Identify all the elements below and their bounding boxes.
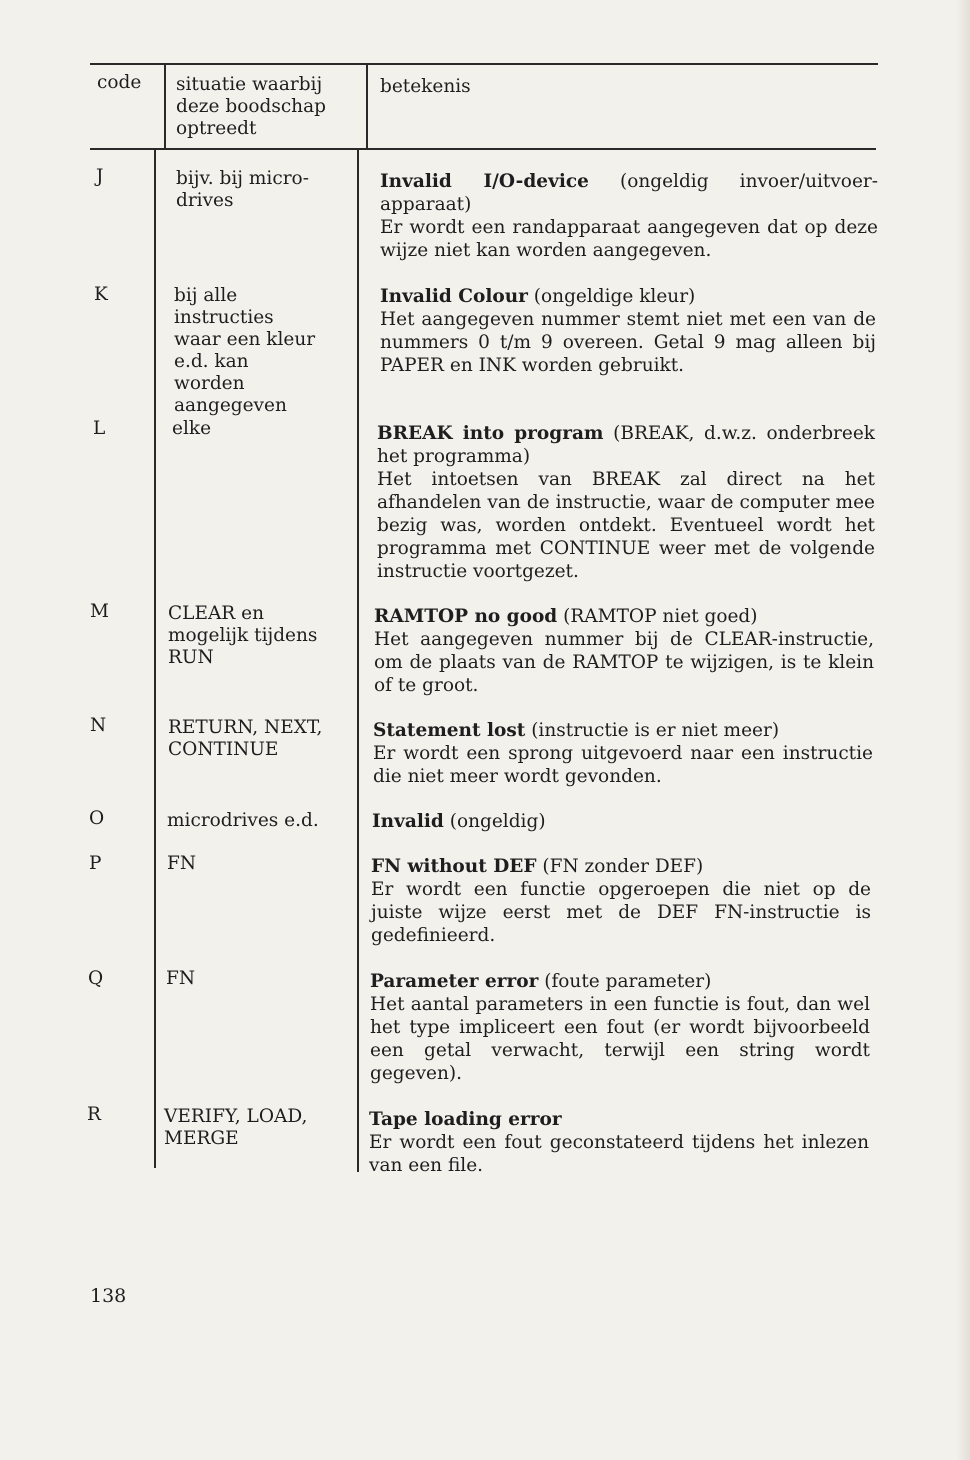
page-number: 138 — [90, 1285, 127, 1307]
message-text: Het intoetsen van BREAK zal direct na het afhandelen van de instructie, waar de computer mee bezig was, worden ontdekt. Eventueel wordt het programma met CONTINUE weer met de volgende instructie voortgezet. — [377, 469, 875, 582]
row-code: M — [90, 601, 109, 622]
column-divider-2 — [366, 64, 368, 150]
row-situation: RETURN, NEXT, CONTINUE — [168, 717, 323, 760]
message-note: (FN zonder DEF) — [542, 856, 704, 877]
column-divider-1 — [164, 64, 166, 149]
row-meaning — [370, 970, 870, 1085]
column-divider-2-body — [357, 150, 359, 1172]
table-header-rule — [90, 148, 876, 150]
row-situation: bijv. bij micro-drives — [176, 168, 309, 211]
message-note: (ongeldig invoer/uitvoer-apparaat) — [380, 171, 878, 215]
row-code: N — [90, 715, 107, 736]
row-meaning — [374, 605, 874, 697]
table-top-rule — [90, 63, 878, 65]
row-situation: microdrives e.d. — [167, 810, 319, 831]
row-situation: elke — [172, 418, 212, 439]
message-note: (RAMTOP niet goed) — [563, 606, 758, 627]
column-divider-1-body — [154, 150, 156, 1168]
row-meaning — [380, 170, 878, 262]
message-title: RAMTOP no good — [374, 606, 558, 627]
message-title: Invalid — [372, 811, 444, 832]
row-code: K — [94, 284, 108, 305]
message-text: Het aantal parameters in een functie is fout, dan wel het type impliceert een fout (er wordt bijvoorbeeld een getal verwacht, terwijl een string wordt gegeven). — [370, 994, 870, 1084]
message-title: Invalid I/O-device — [380, 171, 589, 192]
row-code: P — [89, 853, 102, 874]
message-note: (ongeldig) — [449, 811, 546, 832]
message-text: Er wordt een randapparaat aangegeven dat op deze wijze niet kan worden aangegeven. — [380, 217, 878, 261]
message-note: (instructie is er niet meer) — [531, 720, 780, 741]
row-meaning — [380, 285, 876, 377]
message-text: Er wordt een functie opgeroepen die niet op de juiste wijze eerst met de DEF FN-instructie is gedefinieerd. — [371, 879, 871, 946]
row-meaning — [373, 719, 873, 788]
message-note: (foute parameter) — [544, 971, 712, 992]
row-situation: FN — [166, 968, 196, 989]
page-edge-shadow — [956, 0, 970, 1460]
message-title: Tape loading error — [369, 1109, 562, 1130]
row-meaning — [377, 422, 875, 583]
message-text: Het aangegeven nummer bij de CLEAR-instructie, om de plaats van de RAMTOP te wijzigen, is te klein of te groot. — [374, 629, 874, 696]
message-text: Het aangegeven nummer stemt niet met een van de nummers 0 t/m 9 overeen. Getal 9 mag alleen bij PAPER en INK worden gebruikt. — [380, 309, 876, 376]
row-code: R — [87, 1104, 101, 1125]
message-note: (BREAK, d.w.z. onderbreek het programma) — [377, 423, 875, 467]
message-text: Er wordt een sprong uitgevoerd naar een instructie die niet meer wordt gevonden. — [373, 743, 873, 787]
row-situation: FN — [167, 853, 197, 874]
message-note: (ongeldige kleur) — [533, 286, 696, 307]
message-title: BREAK into program — [377, 423, 604, 444]
row-meaning — [371, 855, 871, 947]
message-title: FN without DEF — [371, 856, 537, 877]
message-title: Parameter error — [370, 971, 539, 992]
row-situation: VERIFY, LOAD, MERGE — [164, 1106, 308, 1149]
row-situation: CLEAR en mogelijk tijdens RUN — [168, 603, 318, 668]
row-code: Q — [88, 968, 104, 989]
row-code: L — [93, 418, 106, 439]
header-situation: situatie waarbij deze boodschap optreedt — [176, 74, 326, 139]
header-code: code — [97, 72, 142, 93]
row-code: J — [96, 166, 104, 187]
row-meaning — [372, 810, 872, 833]
row-meaning — [369, 1108, 869, 1177]
message-text: Er wordt een fout geconstateerd tijdens het inlezen van een file. — [369, 1132, 869, 1176]
row-code: O — [89, 808, 105, 829]
row-situation: bij alle instructies waar een kleur e.d. kan worden aangegeven — [174, 285, 316, 416]
header-meaning: betekenis — [380, 76, 471, 97]
message-title: Invalid Colour — [380, 286, 528, 307]
message-title: Statement lost — [373, 720, 526, 741]
